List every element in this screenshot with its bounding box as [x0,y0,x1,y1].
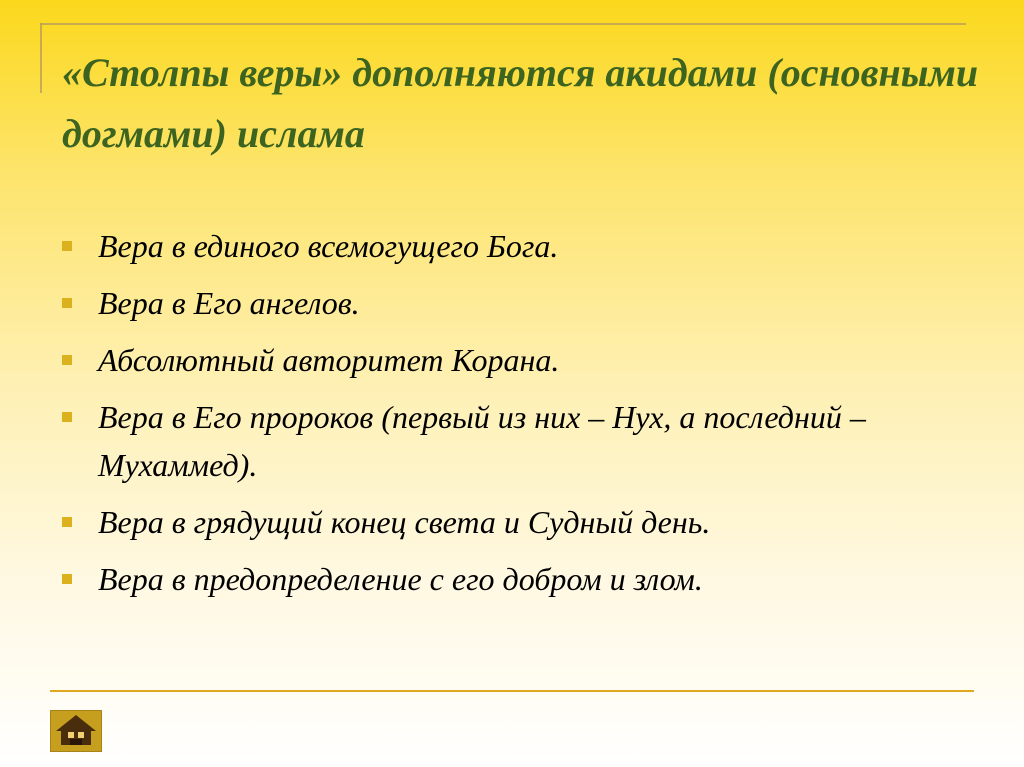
square-bullet-icon [62,517,72,527]
bullet-item [62,498,962,546]
square-bullet-icon [62,412,72,422]
home-button[interactable] [50,710,102,752]
bullet-text: Вера в предопределение с его добром и злом. [98,561,703,597]
title-frame-left-line [40,23,42,93]
bullet-list [62,222,962,612]
bullet-item [62,279,962,327]
bullet-text: Вера в грядущий конец света и Судный день. [98,504,711,540]
square-bullet-icon [62,574,72,584]
bullet-text: Вера в единого всемогущего Бога. [98,228,559,264]
bullet-item [62,222,962,270]
square-bullet-icon [62,241,72,251]
home-icon [51,711,101,751]
slide-title: «Столпы веры» дополняются акидами (основными догмами) ислама [62,50,979,156]
bullet-text: Вера в Его пророков (первый из них – Нух, а последний – Мухаммед). [98,399,866,483]
bullet-item [62,555,962,603]
bullet-item [62,393,962,489]
bottom-divider [50,690,974,692]
bullet-text: Вера в Его ангелов. [98,285,360,321]
square-bullet-icon [62,298,72,308]
title-frame-top-line [40,23,966,25]
bullet-item [62,336,962,384]
bullet-text: Абсолютный авторитет Корана. [98,342,560,378]
square-bullet-icon [62,355,72,365]
